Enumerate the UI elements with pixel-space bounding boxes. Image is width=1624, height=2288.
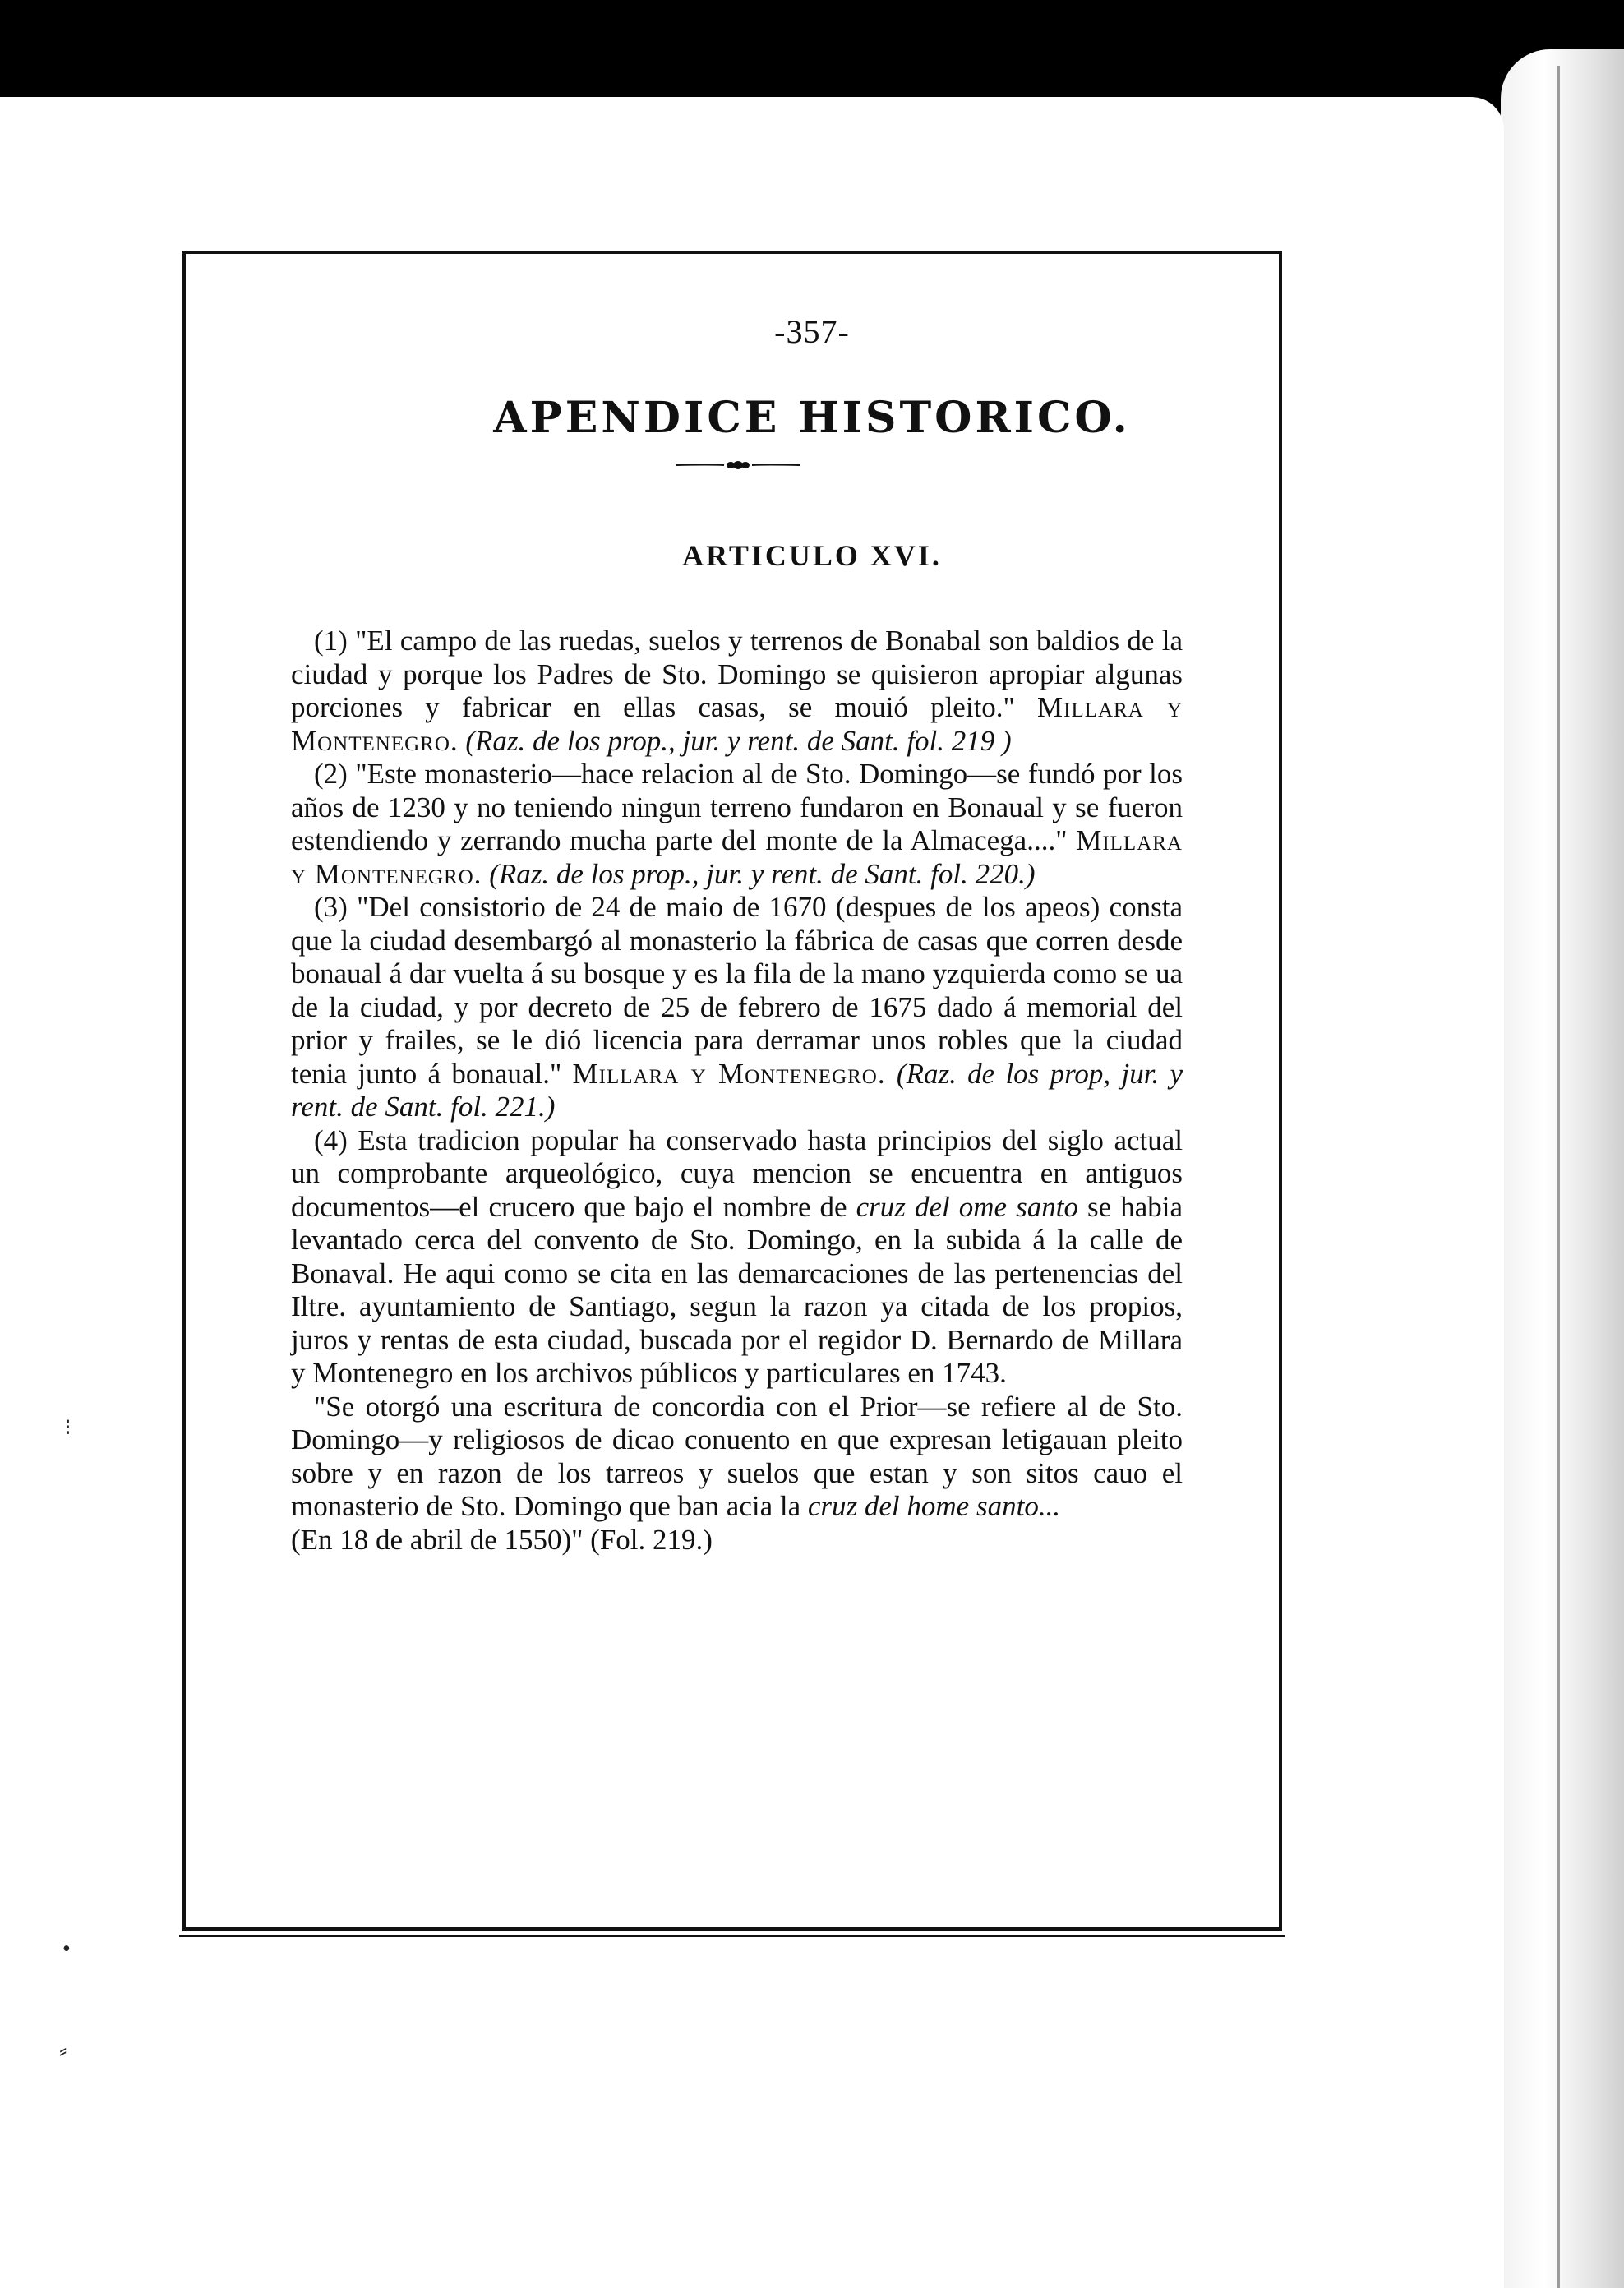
note-citation: (Raz. de los prop., jur. y rent. de Sant. fol. 220.) [489, 857, 1036, 890]
note-marker: (4) [314, 1123, 348, 1156]
note-text: "Del consistorio de 24 de maio de 1670 (despues de los apeos) consta que la ciudad desembargó al monasterio la fábrica de casas que corren desde bonaual á dar vuelta á su bosque y es la fila de la mano yzquierda como se ua de la ciudad, y por decreto de 25 de febrero de 1675 dado á memorial del prior y frailes, se le dió licencia para derramar unos robles que la ciudad tenia junto á bonaual." [291, 891, 1183, 1090]
quote-closing [291, 1524, 1183, 1557]
scan-top-border [0, 0, 1624, 107]
note-citation: (Raz. de los prop, jur. y rent. de Sant. fol. 221.) [291, 1057, 1183, 1123]
facing-page-edge [1501, 49, 1624, 2288]
margin-mark: • [62, 1936, 71, 1962]
note-paragraph [291, 891, 1183, 1124]
quote-closing-text: (En 18 de abril de 1550)" (Fol. 219.) [291, 1523, 713, 1556]
note-italic-phrase: cruz del ome santo [856, 1190, 1078, 1223]
note-marker: (1) [314, 625, 348, 657]
quote-italic-phrase: cruz del home santo... [807, 1490, 1061, 1522]
page-number: -357- [774, 313, 850, 350]
section-title: APENDICE HISTORICO. [493, 393, 1131, 443]
note-author: Millara y Montenegro. [291, 824, 1183, 890]
article-title: ARTICULO XVI. [682, 539, 942, 572]
ornament-divider [676, 460, 800, 470]
note-paragraph [291, 758, 1183, 891]
quote-text: "Se otorgó una escritura de concordia con el Prior—se refiere al de Sto. Domingo—y religiosos de dicao conuento en que expresan letigauan pleito sobre y en razon de los tarreos y suelos que estan y son sitos cauo el monasterio de Sto. Domingo que ban acia la [291, 1390, 1183, 1522]
margin-mark: ⸗ [59, 2038, 67, 2064]
quote-paragraph [291, 1391, 1183, 1524]
note-text: "Este monasterio—hace relacion al de Sto. Domingo—se fundó por los años de 1230 y no teniendo ningun terreno fundaron en Bonaual y se fueron estendiendo y zerrando mucha parte del monte de la Almacega...." [291, 758, 1183, 856]
note-paragraph [291, 625, 1183, 758]
note-marker: (2) [314, 758, 348, 790]
note-text: se habia levantado cerca del convento de Sto. Domingo, en la subida á la calle de Bonaval. He aqui como se cita en las demarcaciones de las pertenencias del Iltre. ayuntamiento de Santiago, segun la razon ya citada de los propios, juros y rentas de esta ciudad, buscada por el regidor D. Bernardo de Millara y Montenegro en los archivos públicos y particulares en 1743. [291, 1190, 1183, 1389]
note-author: Millara y Montenegro. [291, 691, 1183, 757]
note-paragraph [291, 1124, 1183, 1391]
note-author: Millara y Montenegro. [572, 1057, 886, 1090]
note-citation: (Raz. de los prop., jur. y rent. de Sant. fol. 219 ) [465, 724, 1012, 757]
note-text: "El campo de las ruedas, suelos y terrenos de Bonabal son baldios de la ciudad y porque los Padres de Sto. Domingo se quisieron apropiar algunas porciones y fabricar en ellas casas, se mouió pleito." [291, 625, 1183, 723]
note-marker: (3) [314, 891, 348, 923]
margin-mark: ⁝ [64, 1415, 72, 1441]
note-text: Esta tradicion popular ha conservado hasta principios del siglo actual un comprobante arqueológico, cuya mencion se encuentra en antiguos documentos—el crucero que bajo el nombre de [291, 1123, 1183, 1223]
article-body [291, 625, 1183, 1557]
